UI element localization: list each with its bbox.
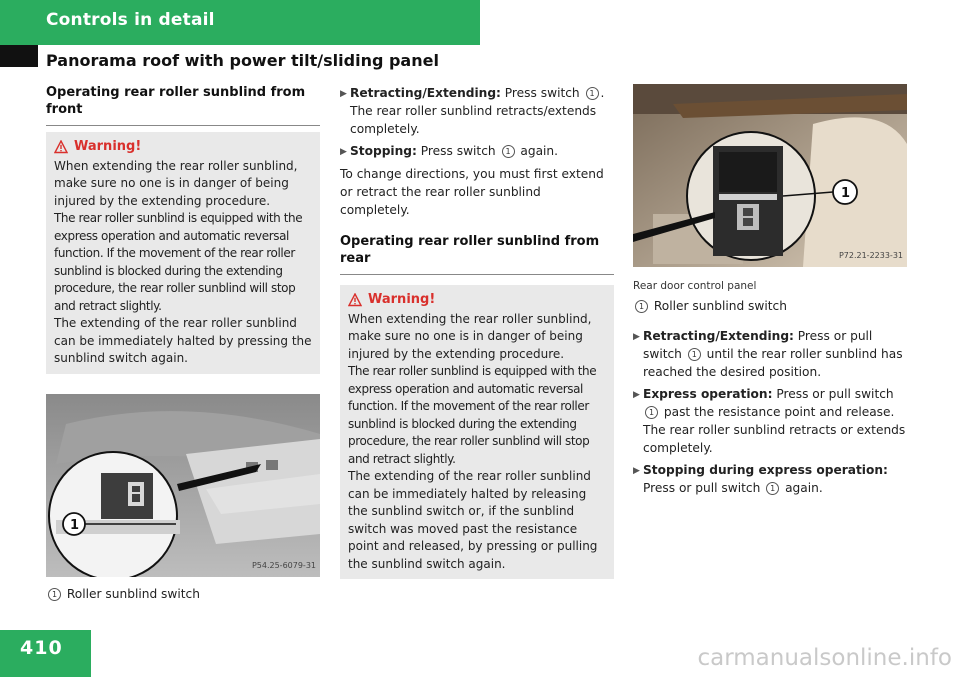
- photo-legend: [633, 297, 907, 315]
- callout-number-icon: 1: [841, 186, 851, 201]
- column-left: [46, 84, 320, 603]
- section-heading-rear: Operating rear roller sunblind from rear: [340, 234, 600, 266]
- instruction-text: again.: [785, 481, 823, 495]
- instruction-retract: [340, 84, 614, 138]
- warning-text-1: When extending the rear roller sunblind, make sure no one is in danger of being injured by the extending procedure.: [348, 311, 592, 361]
- arrow-bullet-icon: ▶: [633, 390, 640, 400]
- callout-number-icon: 1: [48, 588, 61, 601]
- legend-text: Roller sunblind switch: [653, 299, 787, 313]
- heading-rule: [340, 233, 614, 275]
- page-number: 410: [20, 637, 63, 659]
- instruction-stop: [340, 142, 614, 161]
- arrow-bullet-icon: ▶: [340, 147, 347, 157]
- callout-number-icon: 1: [70, 517, 80, 533]
- warning-box: [46, 132, 320, 374]
- warning-title: Warning!: [74, 139, 142, 154]
- photo-rear-door-panel: [633, 84, 907, 267]
- heading-line-2: front: [46, 102, 83, 117]
- warning-heading: [54, 138, 314, 156]
- instruction-label: Retracting/Extending:: [350, 86, 501, 100]
- instruction-text: Press switch: [504, 86, 580, 100]
- section-heading-front: [46, 84, 320, 118]
- instruction-label: Stopping during express operation:: [643, 463, 888, 477]
- photo-code: P54.25-6079-31: [251, 560, 316, 570]
- heading-rule: [46, 84, 320, 126]
- instruction-text: Press or pull switch: [643, 481, 761, 495]
- callout-number-icon: 1: [645, 406, 658, 419]
- instruction-text: until the rear roller sunblind has reached the desired position.: [643, 347, 903, 379]
- instruction-text: .: [600, 86, 605, 100]
- callout-number-icon: 1: [502, 145, 515, 158]
- instruction-text: Press switch: [420, 144, 496, 158]
- column-middle: [340, 84, 614, 579]
- legend-text: Roller sunblind switch: [66, 586, 200, 601]
- instruction-retract-extend: [633, 327, 907, 381]
- warning-title: Warning!: [368, 292, 436, 307]
- instruction-text: past the resistance point and release.: [663, 405, 895, 419]
- callout-number-icon: 1: [688, 348, 701, 361]
- instruction-text: again.: [520, 144, 559, 158]
- section-title: Panorama roof with power tilt/sliding panel: [46, 51, 439, 70]
- arrow-bullet-icon: ▶: [633, 332, 640, 342]
- warning-text-3: The extending of the rear roller sunblind can be immediately halted by releasing the sunblind switch or, if the sunblind switch was moved past the resistance point and released, by pressing or pulling the sunblind switch again.: [348, 469, 598, 571]
- instruction-label: Express operation:: [643, 387, 773, 401]
- warning-text-3: The extending of the rear roller sunblind can be immediately halted by pressing the sunblind switch again.: [54, 316, 312, 365]
- warning-text-2: The rear roller sunblind is equipped with the express operation and automatic reversal function. If the movement of the rear roller sunblind is blocked during the extending procedure, the rear roller sunblind will stop and retract slightly.: [348, 364, 597, 466]
- instruction-text: Press or pull switch: [776, 387, 894, 401]
- photo-overhead-console: [46, 394, 320, 577]
- body-paragraph: To change directions, you must first extend or retract the rear roller sunblind completely.: [340, 167, 604, 217]
- arrow-bullet-icon: ▶: [633, 466, 640, 476]
- instruction-text: The rear roller sunblind retracts/extends completely.: [350, 104, 597, 136]
- photo-caption: Rear door control panel: [633, 280, 757, 292]
- instruction-label: Stopping:: [350, 144, 417, 158]
- photo-legend: [46, 585, 320, 603]
- instruction-label: Retracting/Extending:: [643, 329, 794, 343]
- instruction-express: [633, 385, 907, 457]
- warning-text-2: The rear roller sunblind is equipped with the express operation and automatic reversal function. If the movement of the rear roller sunblind is blocked during the extending procedure, the rear roller sunblind will stop and retract slightly.: [54, 211, 303, 313]
- watermark: carmanualsonline.info: [697, 645, 952, 671]
- warning-triangle-icon: [348, 293, 362, 307]
- instruction-text: Press or pull switch: [643, 329, 873, 361]
- warning-triangle-icon: [54, 140, 68, 154]
- heading-line-1: Operating rear roller sunblind from: [46, 85, 306, 100]
- callout-number-icon: 1: [766, 482, 779, 495]
- warning-text-1: When extending the rear roller sunblind, make sure no one is in danger of being injured by the extending procedure.: [54, 158, 298, 208]
- column-right: [633, 84, 907, 501]
- chapter-title: Controls in detail: [46, 10, 215, 30]
- arrow-bullet-icon: ▶: [340, 89, 347, 99]
- instruction-text: The rear roller sunblind retracts or extends completely.: [643, 423, 906, 455]
- warning-box: [340, 285, 614, 579]
- instruction-stop-express: [633, 461, 907, 497]
- warning-heading: [348, 291, 608, 309]
- callout-number-icon: 1: [635, 300, 648, 313]
- section-tab-marker: [0, 45, 38, 67]
- photo-code: P72.21-2233-31: [838, 251, 903, 260]
- callout-number-icon: 1: [586, 87, 599, 100]
